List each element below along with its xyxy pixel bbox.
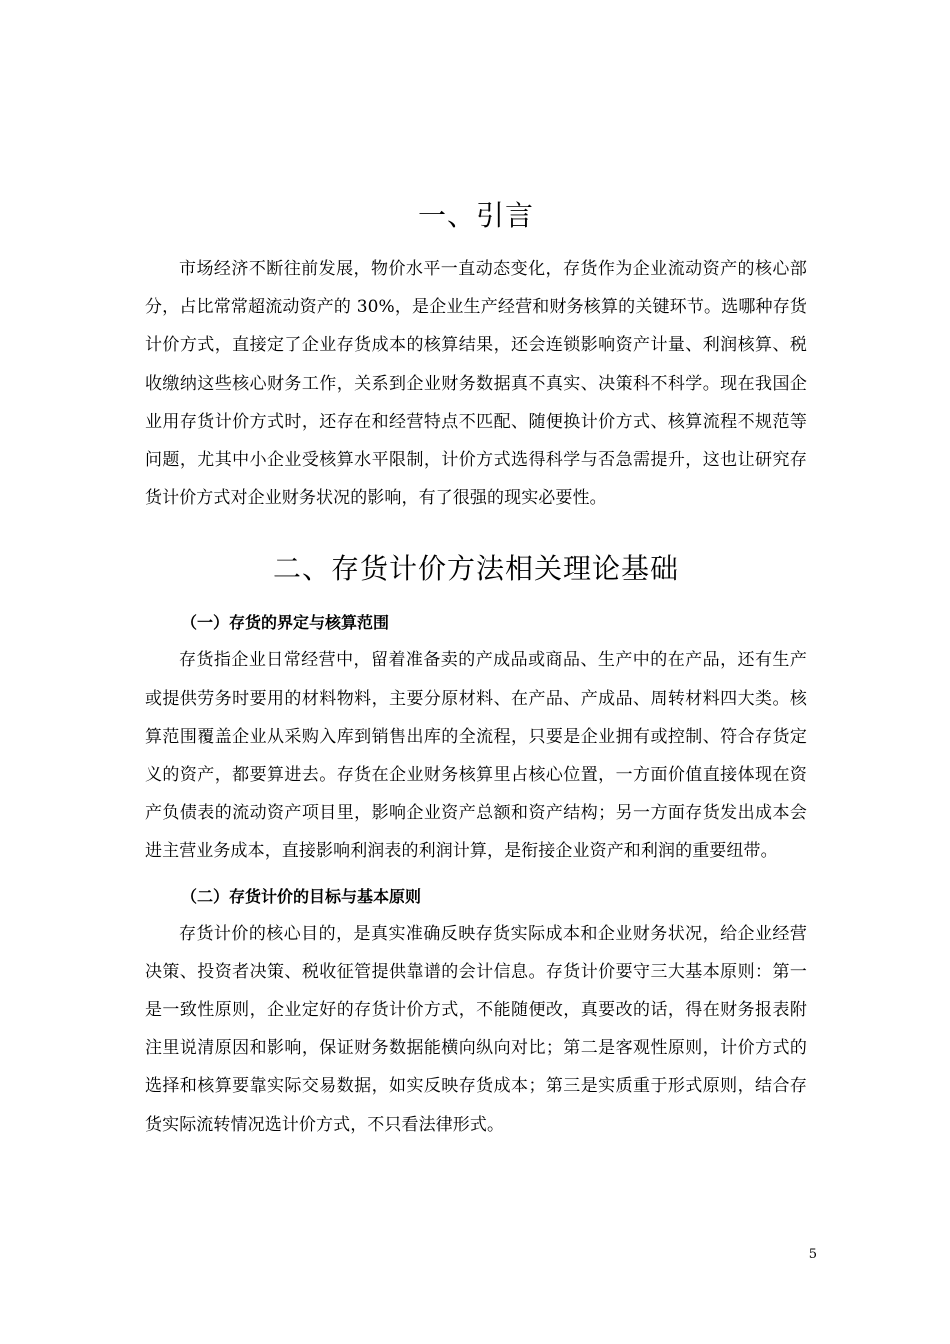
section-1-heading: 一、引言	[417, 199, 534, 232]
subsection-2-heading: （二）存货计价的目标与基本原则	[181, 886, 422, 906]
page-number: 5	[808, 1247, 817, 1262]
subsection-1-paragraph: 存货指企业日常经营中，留着准备卖的产成品或商品、生产中的在产品，还有生产或提供劳务时要用的材料物料，主要分原材料、在产品、产成品、周转材料四大类。核算范围覆盖企业从采购入库到销售出库的全流程，只要是企业拥有或控制、符合存货定义的资产，都要算进去。存货在企业财务核算里占核心位置，一方面价值直接体现在资产负债表的流动资产项目里，影响企业资产总额和资产结构；另一方面存货发出成本会进主营业务成本，直接影响利润表的利润计算，是衔接企业资产和利润的重要纽带。	[145, 650, 807, 862]
section-2-heading: 二、存货计价方法相关理论基础	[272, 552, 679, 586]
subsection-1-heading: （一）存货的界定与核算范围	[181, 613, 390, 633]
page-body	[145, 192, 807, 1144]
subsection-2-paragraph: 存货计价的核心目的，是真实准确反映存货实际成本和企业财务状况，给企业经营决策、投资者决策、税收征管提供靠谱的会计信息。存货计价要守三大基本原则：第一是一致性原则，企业定好的存货计价方式，不能随便改，真要改的话，得在财务报表附注里说清原因和影响，保证财务数据能横向纵向对比；第二是客观性原则，计价方式的选择和核算要靠实际交易数据，如实反映存货成本；第三是实质重于形式原则，结合存货实际流转情况选计价方式，不只看法律形式。	[145, 923, 807, 1135]
section-1-paragraph: 市场经济不断往前发展，物价水平一直动态变化，存货作为企业流动资产的核心部分，占比常常超流动资产的 30%，是企业生产经营和财务核算的关键环节。选哪种存货计价方式，直接定了企业存货成本的核算结果，还会连锁影响资产计量、利润核算、税收缴纳这些核心财务工作，关系到企业财务数据真不真实、决策科不科学。现在我国企业用存货计价方式时，还存在和经营特点不匹配、随便换计价方式、核算流程不规范等问题，尤其中小企业受核算水平限制，计价方式选得科学与否急需提升，这也让研究存货计价方式对企业财务状况的影响，有了很强的现实必要性。	[145, 259, 807, 509]
